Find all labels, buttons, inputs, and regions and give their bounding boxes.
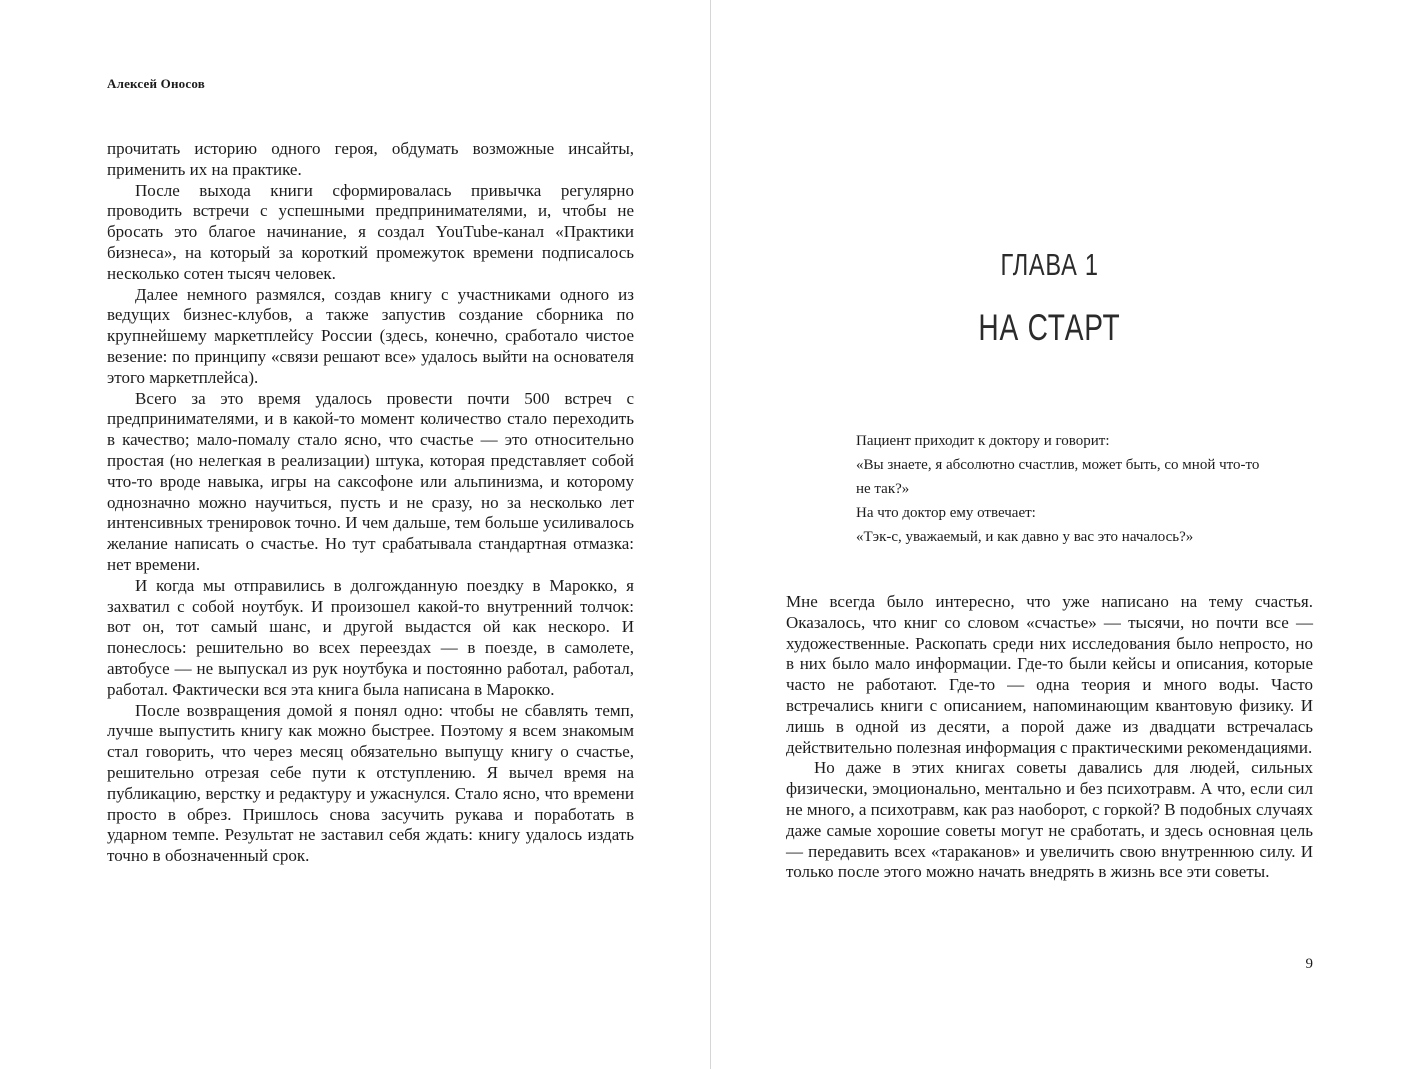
chapter-title-text: НА СТАРТ xyxy=(978,307,1121,348)
chapter-heading xyxy=(786,247,1313,349)
body-paragraph: Всего за это время удалось провести почти 500 встреч с предпринимателями, и в какой-то момент количество стало переходить в качество; мало-помалу стало ясно, что счастье — это относительно простая (но нелегкая в реализации) штука, которая представляет собой что-то вроде навыка, игры на саксофоне или альпинизма, и которому однозначно можно научиться, пусть и не сразу, но за несколько лет интенсивных тренировок точно. И чем дальше, тем больше усиливалось желание написать о счастье. Но тут срабатывала стандартная отмазка: нет времени. xyxy=(107,388,634,574)
left-page-body xyxy=(107,139,634,867)
epigraph-line: На что доктор ему отвечает: xyxy=(856,505,1036,521)
body-paragraph: И когда мы отправились в долгожданную поездку в Марокко, я захватил с собой ноутбук. И произошел какой-то внутренний толчок: вот он, тот самый шанс, и другой выдастся ой как нескоро. И понеслось: решительно во всех переездах — в поезде, в самолете, автобусе — не выпускал из рук ноутбука и постоянно работал, работал, работал. Фактически вся эта книга была написана в Марокко. xyxy=(107,575,634,699)
epigraph-line: «Тэк-с, уважаемый, и как давно у вас это началось?» xyxy=(856,529,1194,545)
page-divider xyxy=(710,0,711,1069)
body-paragraph: прочитать историю одного героя, обдумать возможные инсайты, применить их на практике. xyxy=(107,139,634,179)
chapter-number-text: ГЛАВА 1 xyxy=(1000,247,1099,282)
body-paragraph: Мне всегда было интересно, что уже написано на тему счастья. Оказалось, что книг со словом «счастье» — тысячи, но почти все — художественные. Раскопать среди них исследования было непросто, но в них было мало информации. Где-то были кейсы и описания, которые часто не работают. Где-то — одна теория и много воды. Часто встречались книги с описанием, напоминающим квантовую физику. И лишь в одной из десяти, а порой даже из двадцати встречалась действительно полезная информация с практическими рекомендациями. xyxy=(786,592,1313,757)
chapter-title xyxy=(786,307,1313,349)
right-page-body xyxy=(786,592,1313,883)
page-number: 9 xyxy=(1305,956,1313,972)
running-header-author: Алексей Оносов xyxy=(107,76,205,91)
body-paragraph: После выхода книги сформировалась привычка регулярно проводить встречи с успешными предпринимателями, и, чтобы не бросать это благое начинание, я создал YouTube-канал «Практики бизнеса», на который за короткий промежуток времени подписалось несколько сотен тысяч человек. xyxy=(107,180,634,283)
epigraph-line: Пациент приходит к доктору и говорит: xyxy=(856,433,1110,449)
body-paragraph: После возвращения домой я понял одно: чтобы не сбавлять темп, лучше выпустить книгу как можно быстрее. Поэтому я всем знакомым стал говорить, что через месяц обязательно выпущу книгу о счастье, решительно отрезая себе пути к отступлению. Я вычел время на публикацию, верстку и редактуру и ужаснулся. Стало ясно, что времени просто в обрез. Пришлось снова засучить рукава и поработать в ударном темпе. Результат не заставил себя ждать: книгу удалось издать точно в обозначенный срок. xyxy=(107,700,634,866)
body-paragraph: Но даже в этих книгах советы давались для людей, сильных физически, эмоционально, ментально и без психотравм. А что, если сил не много, а психотравм, как раз наоборот, с горкой? В подобных случаях даже самые хорошие советы могут не сработать, и здесь основная цель — передавить всех «тараканов» и увеличить свою внутреннюю силу. И только после этого можно начать внедрять в жизнь все эти советы. xyxy=(786,758,1313,882)
chapter-number xyxy=(786,247,1313,283)
body-paragraph: Далее немного размялся, создав книгу с участниками одного из ведущих бизнес-клубов, а также запустив создание сборника по крупнейшему маркетплейсу России (здесь, конечно, сработало чистое везение: по принципу «связи решают все» удалось выйти на основателя этого маркетплейса). xyxy=(107,284,634,387)
epigraph-line: «Вы знаете, я абсолютно счастлив, может быть, со мной что-то не так?» xyxy=(856,457,1260,497)
chapter-epigraph xyxy=(856,429,1276,549)
